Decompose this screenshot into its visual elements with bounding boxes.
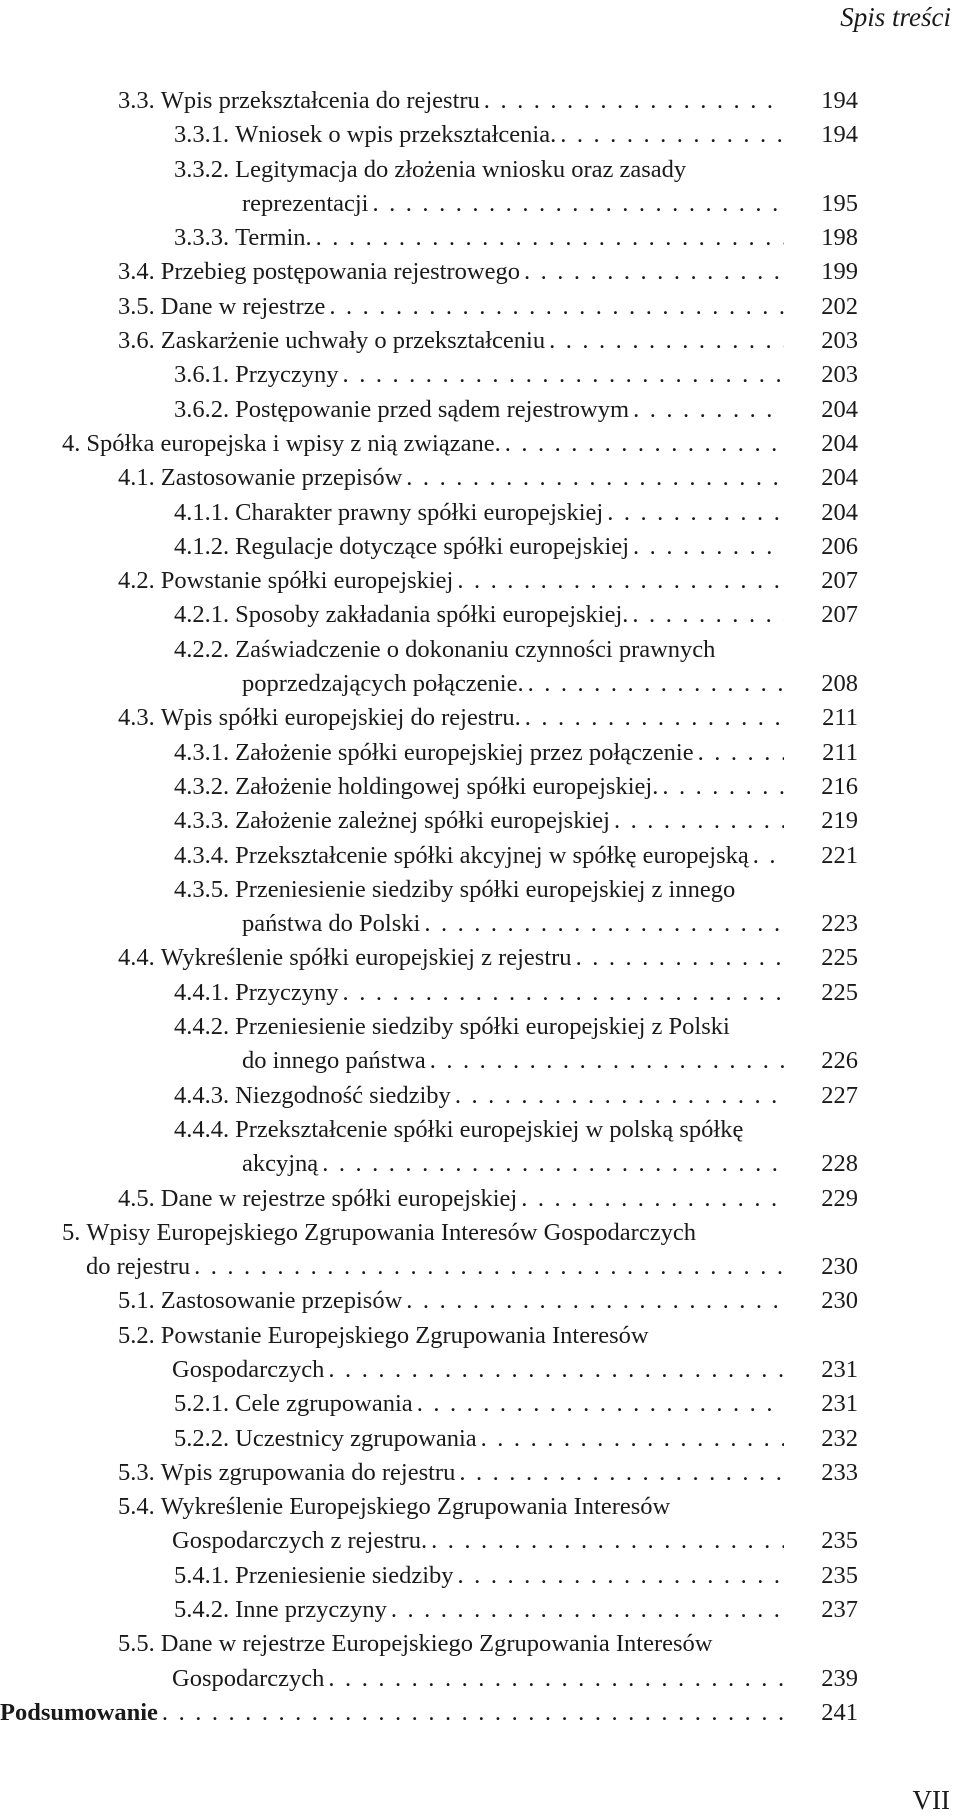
toc-entry-number: 5.1. [118, 1287, 155, 1315]
toc-entry-page: 198 [821, 224, 858, 252]
toc-leader-dots [324, 1662, 784, 1696]
toc-entry-title: Zastosowanie przepisów [160, 464, 403, 492]
toc-entry-number: 4.4.1. [174, 978, 230, 1006]
toc-leader-dots [339, 358, 784, 392]
toc-entry-title: Dane w rejestrze Europejskiego Zgrupowania Interesów [160, 1630, 713, 1658]
toc-entry-title: Założenie holdingowej spółki europejskiej. [235, 772, 659, 800]
toc-entry-title: Wpis spółki europejskiej do rejestru. [160, 704, 521, 732]
toc-entry-page: 231 [821, 1390, 858, 1418]
toc-entry-title: Spółka europejska i wpisy z nią związane. [86, 429, 501, 457]
toc-entry[interactable] [0, 1010, 960, 1079]
toc-entry-title: Legitymacja do złożenia wniosku oraz zasady [235, 155, 687, 183]
toc-leader-dots [324, 1353, 784, 1387]
toc-entry-number: 5.4.2. [174, 1596, 230, 1624]
toc-entry-number: 4.1.1. [174, 498, 230, 526]
toc-entry-page: 232 [821, 1424, 858, 1452]
toc-entry-title: Niezgodność siedziby [235, 1081, 451, 1109]
toc-entry-page: 237 [821, 1596, 858, 1624]
toc-entry-number: 5.5. [118, 1630, 155, 1658]
toc-entry-page: 226 [821, 1047, 858, 1075]
toc-leader-dots [694, 736, 784, 770]
toc-leader-dots [480, 84, 784, 118]
toc-entry-number: 4.4.4. [174, 1115, 230, 1143]
toc-entry-page: 230 [821, 1287, 858, 1315]
toc-entry[interactable] [0, 153, 960, 222]
toc-entry[interactable] [0, 358, 960, 392]
toc-leader-dots [501, 427, 784, 461]
toc-entry[interactable] [0, 1387, 960, 1421]
toc-entry-number: 4. [62, 429, 81, 457]
toc-entry[interactable] [0, 84, 960, 118]
toc-entry-title: Zastosowanie przepisów [160, 1287, 403, 1315]
toc-entry-number: 4.4.3. [174, 1081, 230, 1109]
toc-entry-number: 3.6.1. [174, 361, 230, 389]
toc-entry[interactable] [0, 1079, 960, 1113]
toc-leader-dots [368, 187, 784, 221]
toc-leader-dots [629, 393, 784, 427]
toc-entry-page: 230 [821, 1253, 858, 1281]
toc-entry-title: Sposoby zakładania spółki europejskiej. [235, 601, 629, 629]
toc-entry-number: 4.1. [118, 464, 155, 492]
toc-entry-title: Wykreślenie spółki europejskiej z rejestru [160, 944, 572, 972]
toc-leader-dots [451, 1079, 784, 1113]
toc-entry-page: 194 [821, 121, 858, 149]
toc-leader-dots [312, 221, 784, 255]
toc-entry-title: Wpis przekształcenia do rejestru [160, 87, 480, 114]
toc-entry-page: 195 [821, 189, 858, 217]
toc-entry-number: 3.6. [118, 327, 155, 355]
toc-leader-dots [556, 118, 784, 152]
toc-entry-title: państwa do Polski [242, 910, 421, 938]
toc-leader-dots [520, 255, 784, 289]
toc-leader-dots [603, 496, 784, 530]
toc-entry-number: 4.3. [118, 704, 155, 732]
toc-entry-title: Dane w rejestrze spółki europejskiej [160, 1184, 518, 1212]
toc-leader-dots [426, 1044, 784, 1078]
toc-entry[interactable] [0, 1113, 960, 1182]
toc-entry-number: 3.4. [118, 258, 155, 286]
toc-entry-number: 3.3.1. [174, 121, 230, 149]
toc-entry-number: 4.1.2. [174, 532, 230, 560]
toc-entry-page: 204 [821, 498, 858, 526]
toc-leader-dots [658, 770, 784, 804]
toc-leader-dots [402, 1284, 784, 1318]
toc-leader-dots [190, 1250, 784, 1284]
toc-entry-page: 241 [821, 1698, 858, 1726]
toc-entry-title: Inne przyczyny [235, 1596, 387, 1624]
toc-entry-page: 225 [821, 978, 858, 1006]
toc-entry-title: Dane w rejestrze [160, 292, 326, 320]
toc-entry-number: 4.2. [118, 567, 155, 595]
toc-entry-title: Wpis zgrupowania do rejestru [160, 1458, 456, 1486]
toc-entry-title: Powstanie spółki europejskiej [160, 567, 454, 595]
toc-entry-title: Przekształcenie spółki akcyjnej w spółkę europejską [235, 841, 749, 869]
toc-entry[interactable] [0, 564, 960, 598]
toc-entry-number: 4.3.4. [174, 841, 230, 869]
toc-entry[interactable] [0, 427, 960, 461]
toc-entry[interactable] [0, 1216, 960, 1285]
toc-entry-title: Gospodarczych [172, 1664, 325, 1692]
toc-entry-number: 4.3.3. [174, 807, 230, 835]
toc-entry-page: 204 [821, 429, 858, 457]
toc-entry-page: 207 [821, 567, 858, 595]
toc-leader-dots [413, 1387, 784, 1421]
toc-entry[interactable] [0, 701, 960, 735]
toc-entry-number: 4.3.1. [174, 738, 230, 766]
toc-entry-page: 211 [822, 738, 858, 766]
toc-entry-page: 207 [821, 601, 858, 629]
toc-entry-title: Zaświadczenie o dokonaniu czynności prawnych [235, 635, 716, 663]
toc-entry-number: 3.3.2. [174, 155, 230, 183]
toc-entry-number: 4.3.5. [174, 875, 230, 903]
toc-entry-page: 227 [821, 1081, 858, 1109]
toc-entry-title: poprzedzających połączenie. [242, 670, 524, 698]
toc-leader-dots [420, 907, 784, 941]
toc-entry[interactable] [0, 1182, 960, 1216]
toc-entry-page: 194 [821, 87, 858, 114]
toc-entry[interactable] [0, 1593, 960, 1627]
toc-entry-number: 5.3. [118, 1458, 155, 1486]
toc-entry[interactable] [0, 770, 960, 804]
toc-entry-page: 235 [821, 1561, 858, 1589]
toc-entry-page: 228 [821, 1150, 858, 1178]
toc-entry-page: 229 [821, 1184, 858, 1212]
toc-entry-title: Przekształcenie spółki europejskiej w polską spółkę [235, 1115, 744, 1143]
toc-entry-title: Gospodarczych [172, 1355, 325, 1383]
toc-entry-number: 4.4.2. [174, 1013, 230, 1041]
toc-entry-title: Cele zgrupowania [235, 1390, 413, 1418]
toc-entry-title: Założenie spółki europejskiej przez połączenie [235, 738, 694, 766]
toc-entry-title: Przyczyny [235, 361, 339, 389]
toc-entry[interactable] [0, 598, 960, 632]
toc-entry-page: 219 [821, 807, 858, 835]
toc-entry-page: 199 [821, 258, 858, 286]
toc-entry-number: 4.4. [118, 944, 155, 972]
toc-entry-number: 3.3.3. [174, 224, 230, 252]
toc-entry[interactable] [0, 255, 960, 289]
toc-leader-dots [454, 1559, 784, 1593]
toc-leader-dots [628, 598, 784, 632]
toc-leader-dots [629, 530, 784, 564]
page-number: VII [912, 1785, 950, 1815]
toc-entry-title: akcyjną [242, 1150, 319, 1178]
toc-entry-number: 3.5. [118, 292, 155, 320]
toc-entry[interactable] [0, 221, 960, 255]
toc-entry-title: Przyczyny [235, 978, 339, 1006]
toc-entry[interactable] [0, 1422, 960, 1456]
toc-entry[interactable] [0, 393, 960, 427]
toc-entry-number: 5.2.1. [174, 1390, 230, 1418]
toc-entry-title: reprezentacji [242, 189, 369, 217]
toc-entry-page: 221 [821, 841, 858, 869]
toc-entry-number: 4.5. [118, 1184, 155, 1212]
toc-entry-title: Przeniesienie siedziby [235, 1561, 454, 1589]
toc-entry-page: 204 [821, 464, 858, 492]
toc-entry[interactable] [0, 839, 960, 873]
toc-entry-page: 204 [821, 395, 858, 423]
toc-entry-title: Podsumowanie [0, 1698, 158, 1726]
toc-entry[interactable] [0, 736, 960, 770]
toc-entry-number: 5. [62, 1218, 81, 1246]
toc-leader-dots [455, 1456, 784, 1490]
toc-entry[interactable] [0, 461, 960, 495]
toc-leader-dots [318, 1147, 784, 1181]
toc-entry-number: 5.2.2. [174, 1424, 230, 1452]
toc-entry-title: Termin. [235, 224, 312, 252]
toc-leader-dots [524, 667, 784, 701]
toc-entry-title: Gospodarczych z rejestru. [172, 1527, 428, 1555]
toc-entry-number: 4.2.2. [174, 635, 230, 663]
toc-leader-dots [521, 701, 784, 735]
toc-leader-dots [339, 976, 784, 1010]
toc-entry[interactable] [0, 1559, 960, 1593]
toc-leader-dots [517, 1182, 784, 1216]
toc-leader-dots [453, 564, 784, 598]
toc-entry-number: 4.2.1. [174, 601, 230, 629]
toc-entry[interactable] [0, 1319, 960, 1388]
toc-leader-dots [325, 290, 784, 324]
toc-entry-page: 223 [821, 910, 858, 938]
toc-entry[interactable] [0, 496, 960, 530]
toc-leader-dots [387, 1593, 784, 1627]
toc-entry-page: 231 [821, 1355, 858, 1383]
table-of-contents [0, 84, 960, 1730]
toc-entry-title: Wpisy Europejskiego Zgrupowania Interesów Gospodarczych [86, 1218, 696, 1246]
toc-entry-page: 203 [821, 361, 858, 389]
toc-entry-number: 3.6.2. [174, 395, 230, 423]
toc-entry-number: 5.4. [118, 1493, 155, 1521]
toc-entry[interactable] [0, 633, 960, 702]
toc-entry-title: Uczestnicy zgrupowania [235, 1424, 477, 1452]
toc-entry[interactable] [0, 118, 960, 152]
toc-entry-title: do rejestru [86, 1253, 191, 1281]
toc-entry[interactable] [0, 1696, 960, 1730]
toc-entry[interactable] [0, 1490, 960, 1559]
running-head: Spis treści [840, 2, 951, 32]
toc-entry[interactable] [0, 324, 960, 358]
toc-entry-page: 206 [821, 532, 858, 560]
toc-entry-page: 235 [821, 1527, 858, 1555]
toc-leader-dots [572, 941, 784, 975]
toc-entry-page: 233 [821, 1458, 858, 1486]
toc-leader-dots [749, 839, 784, 873]
toc-leader-dots [610, 804, 784, 838]
toc-entry-page: 225 [821, 944, 858, 972]
toc-entry-page: 202 [821, 292, 858, 320]
toc-entry-title: Wniosek o wpis przekształcenia. [235, 121, 557, 149]
toc-entry-title: Przebieg postępowania rejestrowego [160, 258, 520, 286]
toc-entry-page: 239 [821, 1664, 858, 1692]
toc-entry[interactable] [0, 530, 960, 564]
toc-entry-title: Zaskarżenie uchwały o przekształceniu [160, 327, 546, 355]
toc-entry-page: 211 [822, 704, 858, 732]
toc-entry-page: 216 [821, 772, 858, 800]
toc-entry-page: 203 [821, 327, 858, 355]
toc-entry-number: 4.3.2. [174, 772, 230, 800]
toc-entry[interactable] [0, 1284, 960, 1318]
toc-entry[interactable] [0, 941, 960, 975]
toc-leader-dots [158, 1696, 784, 1730]
toc-leader-dots [402, 461, 784, 495]
toc-entry-title: Przeniesienie siedziby spółki europejskiej z Polski [235, 1013, 730, 1041]
toc-entry-title: Postępowanie przed sądem rejestrowym [235, 395, 630, 423]
toc-entry-title: Powstanie Europejskiego Zgrupowania Interesów [160, 1321, 649, 1349]
toc-entry-title: Założenie zależnej spółki europejskiej [235, 807, 610, 835]
toc-entry[interactable] [0, 804, 960, 838]
toc-entry[interactable] [0, 1456, 960, 1490]
toc-entry-title: Regulacje dotyczące spółki europejskiej [235, 532, 630, 560]
toc-entry-title: Przeniesienie siedziby spółki europejskiej z innego [235, 875, 736, 903]
toc-entry[interactable] [0, 873, 960, 942]
toc-entry[interactable] [0, 1627, 960, 1696]
toc-entry[interactable] [0, 976, 960, 1010]
toc-leader-dots [477, 1422, 784, 1456]
toc-entry-title: Charakter prawny spółki europejskiej [235, 498, 604, 526]
toc-entry-page: 208 [821, 670, 858, 698]
toc-leader-dots [427, 1524, 784, 1558]
toc-entry-title: do innego państwa [242, 1047, 426, 1075]
toc-entry-number: 5.2. [118, 1321, 155, 1349]
toc-entry-number: 3.3. [118, 87, 155, 114]
toc-leader-dots [545, 324, 784, 358]
toc-entry[interactable] [0, 290, 960, 324]
toc-entry-number: 5.4.1. [174, 1561, 230, 1589]
toc-entry-title: Wykreślenie Europejskiego Zgrupowania Interesów [160, 1493, 671, 1521]
